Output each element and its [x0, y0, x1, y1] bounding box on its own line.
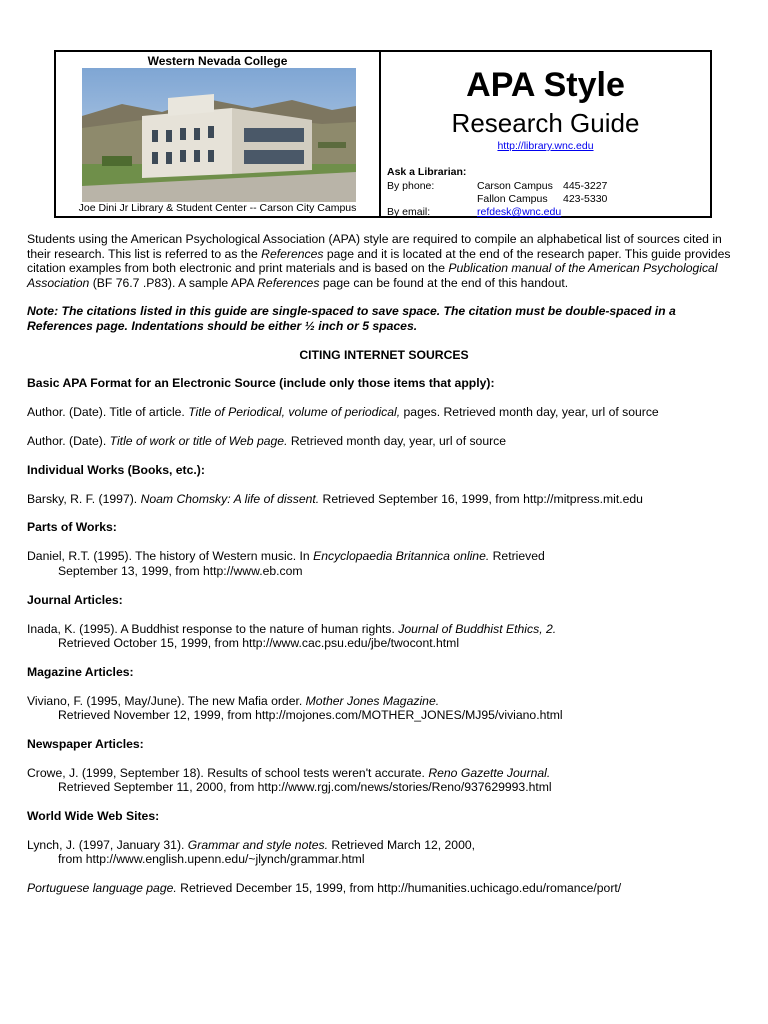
carson-phone: 445-3227 [563, 180, 608, 192]
newspaper-articles-citation: Crowe, J. (1999, September 18). Results of school tests weren't accurate. Reno Gazette Journal. [27, 766, 551, 780]
by-phone-label: By phone: [387, 180, 435, 192]
page-subtitle: Research Guide [451, 108, 640, 138]
parts-of-works-citation: Daniel, R.T. (1995). The history of Western music. In Encyclopaedia Britannica online. Retrieved [27, 549, 545, 563]
journal-articles-citation: Inada, K. (1995). A Buddhist response to the nature of human rights. Journal of Buddhist Ethics, 2. [27, 622, 557, 636]
journal-articles-heading: Journal Articles: [27, 593, 123, 607]
photo-caption: Joe Dini Jr Library & Student Center -- Carson City Campus [78, 202, 357, 214]
note-paragraph: Note: The citations listed in this guide are single-spaced to save space. The citation must be double-spaced in a References page. Indentations should be either ½ inch or 5 spaces. [27, 304, 676, 333]
ask-librarian-heading: Ask a Librarian: [387, 166, 467, 178]
parts-of-works-heading: Parts of Works: [27, 520, 117, 534]
parts-of-works-citation-cont: September 13, 1999, from http://www.eb.com [58, 564, 303, 578]
basic-format-heading: Basic APA Format for an Electronic Source (include only those items that apply): [27, 376, 495, 390]
fallon-campus-label: Fallon Campus [477, 193, 548, 205]
page-title: APA Style [466, 66, 625, 104]
by-email-label: By email: [387, 206, 431, 218]
intro-paragraph: Students using the American Psychological Association (APA) style are required to compile an alphabetical list of sources cited in their research. This list is referred to as the References page and it is located at the end of the research paper. This guide provides citation examples from both electronic and print materials and is based on the Publication manual of the American Psychological Association (BF 76.7 .P83). A sample APA References page can be found at the end of this handout. [27, 232, 731, 290]
web-sites-heading: World Wide Web Sites: [27, 809, 160, 823]
magazine-articles-citation-cont: Retrieved November 12, 1999, from http://mojones.com/MOTHER_JONES/MJ95/viviano.html [58, 708, 563, 722]
phone-row-fallon [387, 193, 607, 205]
carson-campus-label: Carson Campus [477, 180, 553, 192]
journal-articles-citation-cont: Retrieved October 15, 1999, from http://www.cac.psu.edu/jbe/twocont.html [58, 636, 460, 650]
basic-format-1: Author. (Date). Title of article. Title of Periodical, volume of periodical, pages. Retrieved month day, year, url of source [27, 405, 659, 419]
individual-works-citation: Barsky, R. F. (1997). Noam Chomsky: A life of dissent. Retrieved September 16, 1999, from http://mitpress.mit.edu [27, 492, 643, 506]
header-left-panel [56, 52, 381, 216]
fallon-phone: 423-5330 [563, 193, 608, 205]
newspaper-articles-citation-cont: Retrieved September 11, 2000, from http://www.rgj.com/news/stories/Reno/937629993.html [58, 780, 552, 794]
magazine-articles-citation: Viviano, F. (1995, May/June). The new Mafia order. Mother Jones Magazine. [27, 694, 440, 708]
library-link[interactable]: http://library.wnc.edu [497, 140, 594, 152]
web-sites-citation-1: Lynch, J. (1997, January 31). Grammar and style notes. Retrieved March 12, 2000, [27, 838, 476, 852]
library-building-photo [82, 68, 356, 202]
header-box [54, 50, 712, 218]
basic-format-2: Author. (Date). Title of work or title of Web page. Retrieved month day, year, url of source [27, 434, 507, 448]
phone-row-carson [387, 180, 607, 192]
header-right-panel [381, 52, 710, 216]
college-name: Western Nevada College [147, 54, 288, 68]
newspaper-articles-heading: Newspaper Articles: [27, 737, 144, 751]
web-sites-citation-2: Portuguese language page. Retrieved December 15, 1999, from http://humanities.uchicago.edu/romance/port/ [27, 881, 622, 895]
web-sites-citation-1-cont: from http://www.english.upenn.edu/~jlynch/grammar.html [58, 852, 365, 866]
email-link[interactable]: refdesk@wnc.edu [477, 206, 562, 218]
magazine-articles-heading: Magazine Articles: [27, 665, 134, 679]
section-title: CITING INTERNET SOURCES [299, 348, 469, 362]
individual-works-heading: Individual Works (Books, etc.): [27, 463, 205, 477]
email-row [387, 206, 561, 218]
